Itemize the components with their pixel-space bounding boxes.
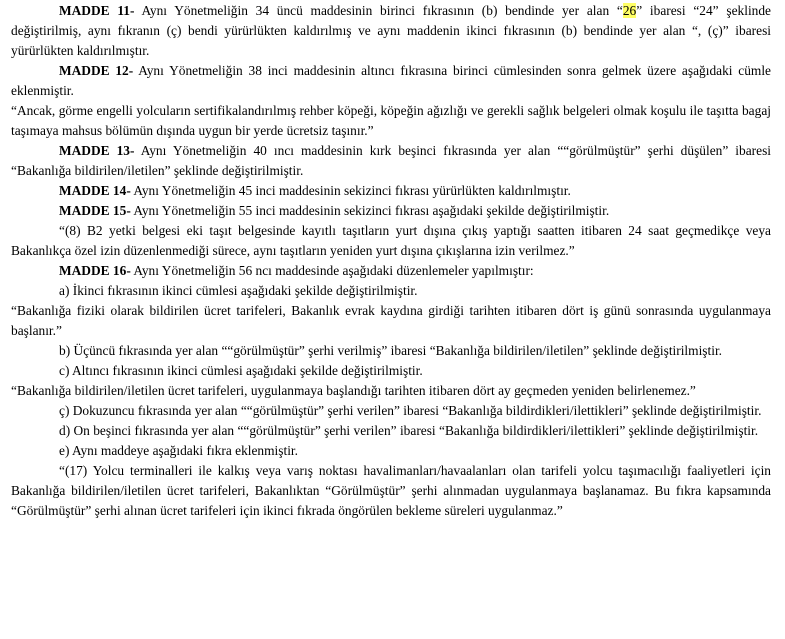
madde-16-item-a: a) İkinci fıkrasının ikinci cümlesi aşağıdaki şekilde değiştirilmiştir. — [59, 283, 418, 298]
madde-11-paragraph — [11, 1, 771, 61]
madde-16-heading: MADDE 16- — [59, 263, 131, 278]
document-body — [11, 0, 771, 521]
madde-15-text: Aynı Yönetmeliğin 55 inci maddesinin sekizinci fıkrası aşağıdaki şekilde değiştirilmiştir. — [130, 203, 610, 218]
madde-16-item-e-quote: “(17) Yolcu terminalleri ile kalkış veya varış noktası havalimanları/havaalanları olan tarifeli yolcu taşımacılığı faaliyetleri için Bakanlığa bildirilen/iletilen ücret tarifeleri, Bakanlıktan “Görülmüştür” şerhi alınmadan uygulanmaya başlanamaz. Bu fıkra kapsamında “Görülmüştür” şerhi alınan ücret tarifeleri için ikinci fıkrada öngörülen bekleme süreleri uygulanmaz.” — [11, 463, 771, 518]
madde-16-text: Aynı Yönetmeliğin 56 ncı maddesinde aşağıdaki düzenlemeler yapılmıştır: — [130, 263, 534, 278]
madde-13-text: Aynı Yönetmeliğin 40 ıncı maddesinin kırk beşinci fıkrasında yer alan ““görülmüştür” şerhi düşülen” ibaresi “Bakanlığa bildirilen/iletilen” şeklinde değiştirilmiştir. — [11, 143, 771, 178]
madde-11-heading: MADDE 11- — [59, 3, 135, 18]
madde-16-item-d: d) On beşinci fıkrasında yer alan ““görülmüştür” şerhi verilen” ibaresi “Bakanlığa bildirdikleri/ilettikleri” şeklinde değiştirilmiştir. — [59, 423, 759, 438]
madde-14-heading: MADDE 14- — [59, 183, 131, 198]
madde-14-paragraph — [11, 181, 771, 201]
madde-13-heading: MADDE 13- — [59, 143, 135, 158]
madde-11-text-post: ” ibaresi “24” şeklinde değiştirilmiş, aynı fıkranın (ç) bendi yürürlükten kaldırılmış ve aynı maddenin ikinci fıkrasının (b) bendinde yer alan “, (ç)” ibaresi yürürlükten kaldırılmıştır. — [11, 3, 771, 58]
madde-16-item-c: c) Altıncı fıkrasının ikinci cümlesi aşağıdaki şekilde değiştirilmiştir. — [59, 363, 423, 378]
madde-16-item-e: e) Aynı maddeye aşağıdaki fıkra eklenmiştir. — [59, 443, 298, 458]
madde-15-paragraph — [11, 201, 771, 221]
madde-16-item-b: b) Üçüncü fıkrasında yer alan ““görülmüştür” şerhi verilmiş” ibaresi “Bakanlığa bildirilen/iletilen” şeklinde değiştirilmiştir. — [59, 343, 723, 358]
madde-11-text-pre: Aynı Yönetmeliğin 34 üncü maddesinin birinci fıkrasının (b) bendinde yer alan “ — [134, 3, 623, 18]
madde-15-quote: “(8) B2 yetki belgesi eki taşıt belgesinde kayıtlı taşıtların yurt dışına çıkış yaptığı saatten itibaren 24 saat geçmedikçe veya Bakanlıkça özel izin düzenlenmediği sürece, aynı taşıtların yeniden yurt dışına çıkışlarına izin verilmez.” — [11, 223, 771, 258]
madde-16-item-c-quote: “Bakanlığa bildirilen/iletilen ücret tarifeleri, uygulanmaya başlandığı tarihten itibaren dört ay geçmeden yeniden belirlenemez.” — [11, 383, 696, 398]
madde-16-item-cc: ç) Dokuzuncu fıkrasında yer alan ““görülmüştür” şerhi verilen” ibaresi “Bakanlığa bildirdikleri/ilettikleri” şeklinde değiştirilmiştir. — [59, 403, 762, 418]
madde-16-paragraph — [11, 261, 771, 281]
madde-14-text: Aynı Yönetmeliğin 45 inci maddesinin sekizinci fıkrası yürürlükten kaldırılmıştır. — [130, 183, 571, 198]
madde-16-item-a-quote: “Bakanlığa fiziki olarak bildirilen ücret tarifeleri, Bakanlık evrak kaydına girdiği tarihten itibaren dört iş günü sonrasında uygulanmaya başlanır.” — [11, 303, 771, 338]
madde-13-paragraph — [11, 141, 771, 181]
madde-12-text: Aynı Yönetmeliğin 38 inci maddesinin altıncı fıkrasına birinci cümlesinden sonra gelmek üzere aşağıdaki cümle eklenmiştir. — [11, 63, 771, 98]
madde-12-heading: MADDE 12- — [59, 63, 134, 78]
madde-12-quote: “Ancak, görme engelli yolcuların sertifikalandırılmış rehber köpeği, köpeğin ağızlığı ve gerekli sağlık belgeleri olmak koşulu ile taşıtta bagaj taşımaya mahsus bölümün dışında uygun bir yerde ücretsiz taşınır.” — [11, 103, 771, 138]
highlighted-term: 26 — [622, 3, 637, 18]
madde-12-paragraph — [11, 61, 771, 101]
madde-15-heading: MADDE 15- — [59, 203, 131, 218]
